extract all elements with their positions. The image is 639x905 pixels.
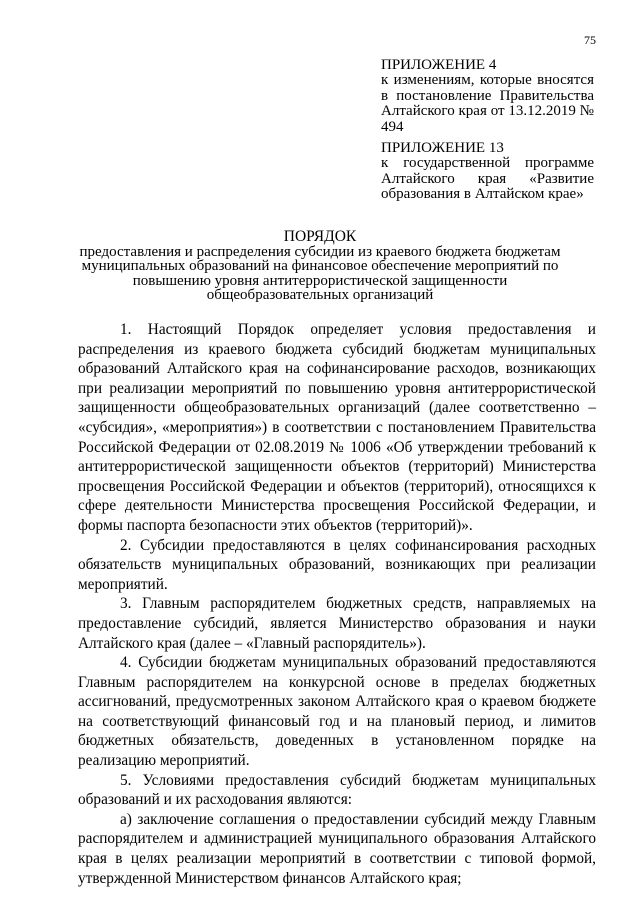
paragraph: 2. Субсидии предоставляются в целях софинансирования расходных обязательств муниципальных образований, возникающих при реализации мероприятий. <box>78 536 596 593</box>
document-title <box>60 228 580 302</box>
paragraph: 5. Условиями предоставления субсидий бюджетам муниципальных образований и их расходования являются: <box>78 771 596 809</box>
document-body <box>78 320 596 888</box>
paragraph: 3. Главным распорядителем бюджетных средств, направляемых на предоставление субсидий, является Министерство образования и науки Алтайского края (далее – «Главный распорядитель»). <box>78 595 596 652</box>
appendix-text: к изменениям, которые вносятся в постановление Правительства Алтайского края от 13.12.2019 № 494 <box>381 72 594 135</box>
appendix-block-1 <box>381 58 594 135</box>
paragraph: 4. Субсидии бюджетам муниципальных образований предоставляются Главным распорядителем на конкурсной основе в пределах бюджетных ассигнований, предусмотренных законом Алтайского края о краевом бюджете на соответствующий финансовый год и на плановый период, и лимитов бюджетных обязательств, доведенных в установленном порядке на реализацию мероприятий. <box>78 654 596 770</box>
appendix-block-2 <box>381 141 594 203</box>
paragraph: а) заключение соглашения о предоставлении субсидий между Главным распорядителем и администрацией муниципального образования Алтайского края в целях реализации мероприятий в соответствии с типовой формой, утвержденной Министерством финансов Алтайского края; <box>78 810 596 887</box>
page-number: 75 <box>584 33 596 47</box>
document-title-subtitle: предоставления и распределения субсидии из краевого бюджета бюджетам муниципальных образований на финансовое обеспечение мероприятий по повышению уровня антитеррористической защищенности общеобразовательных организаций <box>79 244 561 303</box>
paragraph: 1. Настоящий Порядок определяет условия предоставления и распределения из краевого бюджета субсидий бюджетам муниципальных образований Алтайского края на софинансирование расходов, возникающих при реализации мероприятий по повышению уровня антитеррористической защищенности общеобразовательных организаций (далее соответственно – «субсидия», «мероприятия») в соответствии с постановлением Правительства Российской Федерации от 02.08.2019 № 1006 «Об утверждении требований к антитеррористической защищенности объектов (территорий) Министерства просвещения Российской Федерации и объектов (территорий), относящихся к сфере деятельности Министерства просвещения Российской Федерации, и формы паспорта безопасности этих объектов (территорий)». <box>78 321 596 534</box>
appendix-text: к государственной программе Алтайского края «Развитие образования в Алтайском крае» <box>381 155 594 203</box>
appendix-title: ПРИЛОЖЕНИЕ 13 <box>381 140 504 156</box>
document-title-main: ПОРЯДОК <box>283 228 357 245</box>
appendix-title: ПРИЛОЖЕНИЕ 4 <box>381 57 497 73</box>
